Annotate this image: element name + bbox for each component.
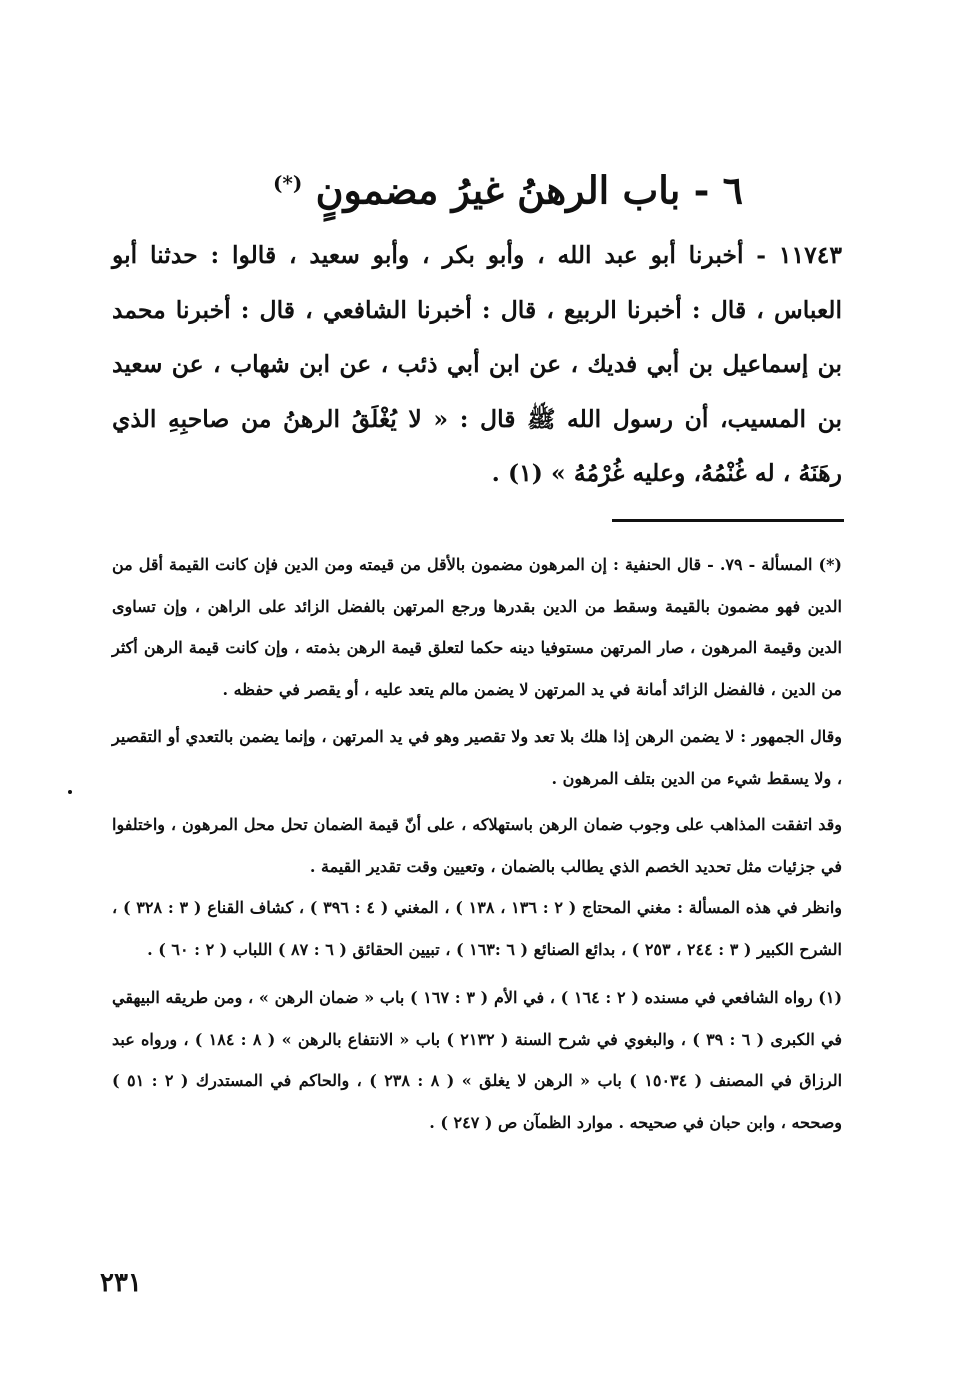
chapter-footnote-marker: (*): [272, 171, 303, 195]
footnote-agreement: وقد اتفقت المذاهب على وجوب ضمان الرهن باستهلاكه ، على أنّ قيمة الضمان تحل محل المرهون ، واختلفوا في جزئيات مثل تحديد الخصم الذي يطالب بالضمان ، وتعيين وقت تقدير القيمة .: [112, 815, 842, 876]
footnote-references: وانظر في هذه المسألة : مغني المحتاج ( ٢ : ١٣٦ ، ١٣٨ ) ، المغني ( ٤ : ٣٩٦ ) ، كشاف القناع ( ٣ : ٣٢٨ ) ، الشرح الكبير ( ٣ : ٢٤٤ ، ٢٥٣ ) ، بدائع الصنائع ( ٦ :١٦٣ ) ، تبيين الحقائق ( ٦ : ٨٧ ) اللباب ( ٢ : ٦٠ ) .: [112, 898, 843, 959]
footnote-divider: [612, 519, 844, 522]
hadith-text: ١١٧٤٣ - أخبرنا أبو عبد الله ، وأبو بكر ، وأبو سعيد ، قالوا : حدثنا أبو العباس ، قال : أخبرنا الربيع ، قال : أخبرنا الشافعي ، قال : أخبرنا محمد بن إسماعيل بن أبي فديك ، عن ابن أبي ذئب ، عن ابن شهاب ، عن سعيد بن المسيب، أن رسول الله ﷺ قال : « لا يُغْلَقُ الرهنُ من صاحبِهِ الذي رهَنَهُ ، له غُنْمُهُ، وعليه غُرْمُهُ » (١) .: [112, 241, 842, 487]
footnote-jumhur: وقال الجمهور : لا يضمن الرهن إذا هلك بلا تعد ولا تقصير وهو في يد المرتهن ، وإنما يضمن بالتعدي أو التقصير ، ولا يسقط شيء من الدين بتلف المرهون .: [112, 727, 842, 788]
footnotes: [112, 544, 842, 1147]
chapter-title-text: ٦ - باب الرهنُ غيرُ مضمونٍ: [315, 167, 744, 213]
footnote-masala: (*) المسألة - ٧٩. - قال الحنفية : إن المرهون مضمون بالأقل من قيمته ومن الدين فإن كانت القيمة أقل من الدين فهو مضمون بالقيمة وسقط من الدين بقدرها ورجع المرتهن بالفضل الزائد على الراهن ، وإن تساوى الدين وقيمة المرهون ، صار المرتهن مستوفيا دينه حكما لتعلق قيمة الرهن بذمته ، وإن كانت قيمة الرهن أكثر من الدين ، فالفضل الزائد أمانة في يد المرتهن لا يضمن مالم يتعد عليه ، أو يقصر في حفظه .: [112, 555, 843, 699]
margin-speck: [68, 790, 72, 794]
chapter-title: [0, 158, 956, 216]
footnote-1: (١) رواه الشافعي في مسنده ( ٢ : ١٦٤ ) ، في الأم ( ٣ : ١٦٧ ) باب « ضمان الرهن » ، ومن طريقه البيهقي في الكبرى ( ٦ : ٣٩ ) ، والبغوي في شرح السنة ( ٢١٣٢ ) باب « الانتفاع بالرهن » ( ٨ : ١٨٤ ) ، ورواه عبد الرزاق في المصنف ( ١٥٠٣٤ ) باب « الرهن لا يغلق » ( ٨ : ٢٣٨ ) ، والحاكم في المستدرك ( ٢ : ٥١ ) وصححه ، وابن حبان في صحيحه . موارد الظمآن ص ( ٢٤٧ ) .: [112, 988, 843, 1132]
page-number: ٢٣١: [100, 1268, 142, 1298]
